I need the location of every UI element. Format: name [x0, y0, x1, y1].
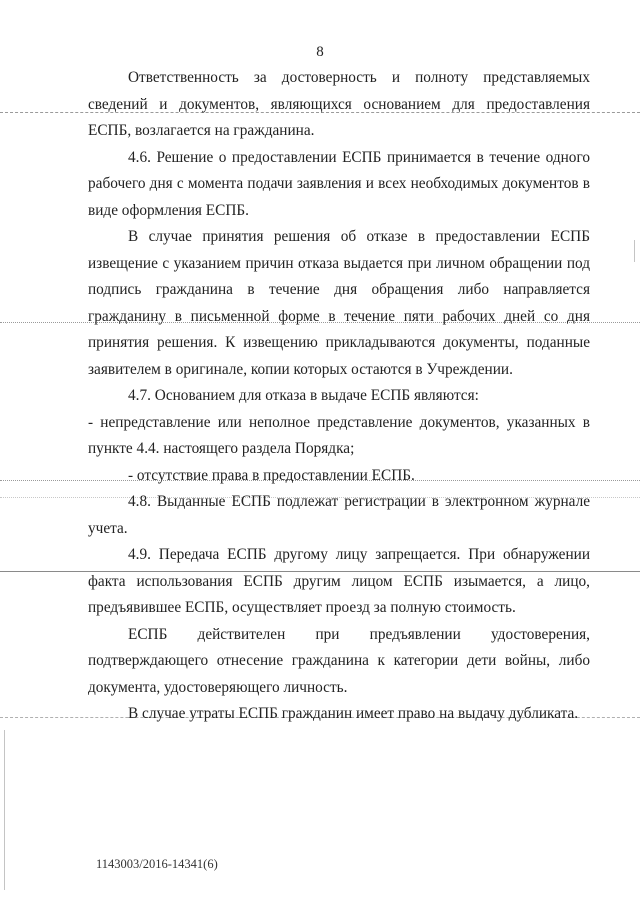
paragraph-responsibility: Ответственность за достоверность и полноту представляемых сведений и документов, являющихся основанием для предоставления ЕСПБ, возлагается на гражданина. — [88, 69, 590, 139]
page-number: 8 — [316, 44, 324, 60]
scan-edge-mark — [4, 730, 5, 890]
paragraph-4-6: 4.6. Решение о предоставлении ЕСПБ принимается в течение одного рабочего дня с момента подачи заявления и всех необходимых документов в виде оформления ЕСПБ. — [88, 148, 590, 219]
paragraph-duplicate: В случае утраты ЕСПБ гражданин имеет право на выдачу дубликата. — [128, 705, 579, 722]
paragraph-validity: ЕСПБ действителен при предъявлении удостоверения, подтверждающего отнесение гражданина к категории дети войны, либо документа, удостоверяющего личность. — [88, 625, 590, 696]
list-item-no-right: - отсутствие права в предоставлении ЕСПБ. — [128, 466, 415, 484]
document-body — [88, 65, 590, 728]
paragraph-refusal-notice: В случае принятия решения об отказе в предоставлении ЕСПБ извещение с указанием причин отказа выдается при личном обращении под подпись гражданина в течение дня обращения либо направляется гражданину в письменной форме в течение пяти рабочих дней со дня принятия решения. К извещению прикладываются документы, поданные заявителем в оригинале, копии которых остаются в Учреждении. — [88, 228, 590, 378]
paragraph-4-8: 4.8. Выданные ЕСПБ подлежат регистрации в электронном журнале учета. — [88, 493, 590, 537]
scan-edge-mark — [634, 240, 635, 262]
paragraph-4-9: 4.9. Передача ЕСПБ другому лицу запрещается. При обнаружении факта использования ЕСПБ другим лицом ЕСПБ изымается, а лицо, предъявившее ЕСПБ, осуществляет проезд за полную стоимость. — [88, 546, 590, 616]
list-item-missing-docs: - непредставление или неполное представление документов, указанных в пункте 4.4. настоящего раздела Порядка; — [88, 413, 590, 457]
document-code: 1143003/2016-14341(6) — [96, 857, 218, 871]
paragraph-4-7: 4.7. Основанием для отказа в выдаче ЕСПБ являются: — [128, 387, 479, 404]
